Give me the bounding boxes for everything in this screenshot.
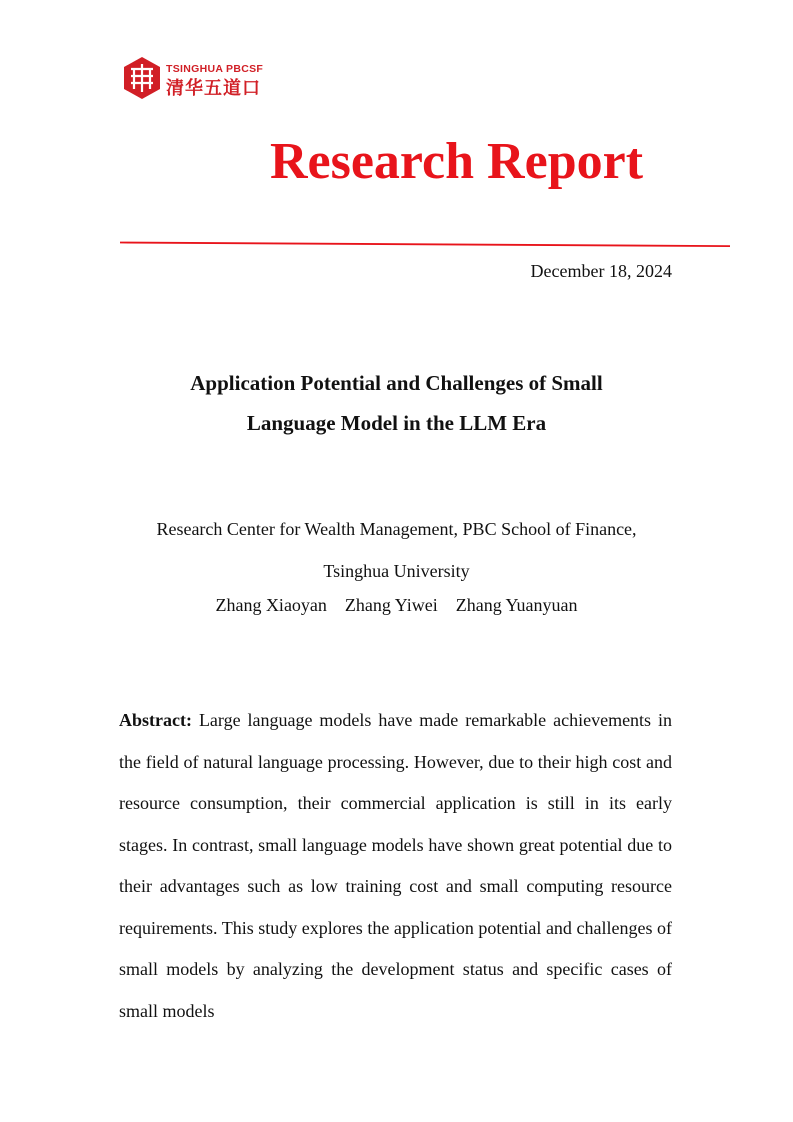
- abstract-text: Large language models have made remarkable achievements in the field of natural language processing. However, due to their high cost and resource consumption, their commercial application is still in its early stages. In contrast, small language models have shown great potential due to their advantages such as low training cost and small computing resource requirements. This study explores the application potential and challenges of small models by analyzing the development status and specific cases of small models: [119, 710, 673, 1021]
- report-title: Research Report: [269, 133, 644, 190]
- report-date: December 18, 2024: [530, 261, 672, 281]
- paper-title-line-1: Application Potential and Challenges of Small: [190, 371, 603, 395]
- paper-title-line-2: Language Model in the LLM Era: [246, 411, 547, 435]
- logo-chinese-text: 清华五道口: [166, 78, 261, 99]
- institution-logo: [122, 56, 292, 102]
- author-name: Zhang Yuanyuan: [455, 595, 578, 615]
- pbcsf-emblem-icon: [122, 56, 162, 100]
- logo-english-text: TSINGHUA PBCSF: [166, 63, 264, 75]
- paper-title: [0, 363, 793, 443]
- author-list: [0, 595, 793, 616]
- title-divider: [120, 240, 732, 248]
- author-name: Zhang Xiaoyan: [215, 595, 327, 615]
- affiliation-line-2: Tsinghua University: [323, 561, 470, 581]
- abstract: [119, 700, 672, 1032]
- affiliation-line-1: Research Center for Wealth Management, PBC School of Finance,: [156, 519, 637, 539]
- author-name: Zhang Yiwei: [344, 595, 438, 615]
- affiliation: [0, 508, 793, 592]
- abstract-label: Abstract:: [119, 710, 192, 730]
